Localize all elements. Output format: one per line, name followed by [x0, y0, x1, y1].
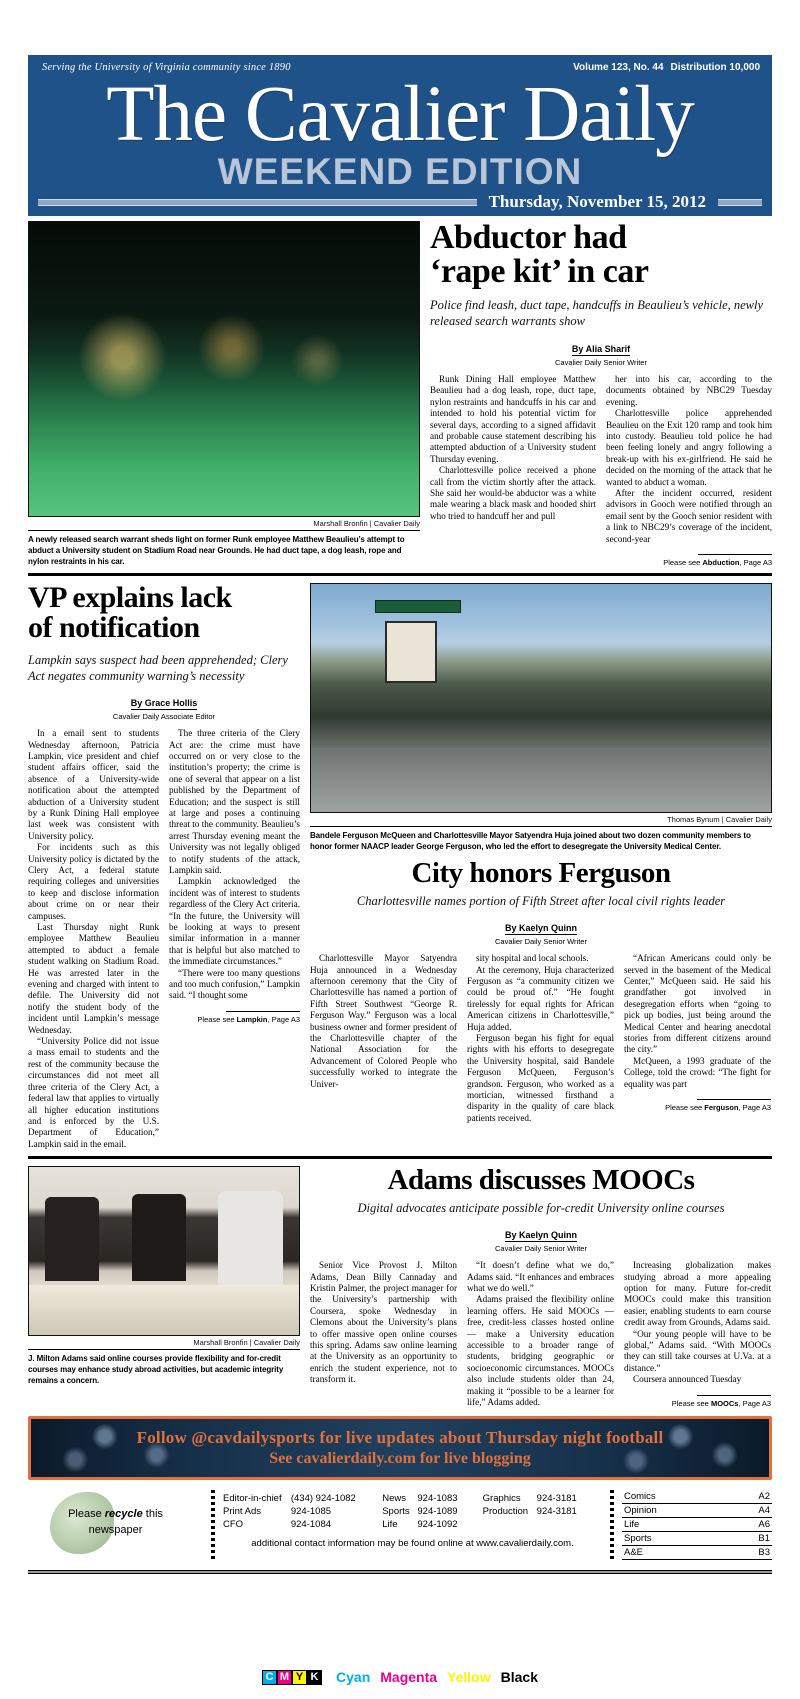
lead-jump-label[interactable]: Abduction [702, 558, 740, 568]
panel-table [29, 1285, 299, 1335]
promo-ad-banner[interactable] [28, 1416, 772, 1480]
lead-headline-line2: ‘rape kit’ in car [430, 253, 649, 290]
lampkin-byline-name: By Grace Hollis [130, 698, 198, 709]
panelist-1 [45, 1197, 99, 1281]
contact-number: 924-1084 [290, 1519, 332, 1531]
jump-rule [226, 1011, 300, 1012]
body-paragraph: Ferguson began his fight for equal rights with his efforts to desegregate the University hospital, said Bandele Ferguson McQueen, Ferguson’s grandson. Ferguson, who worked as a mortician, witnessed firsthand a disparity in the quality of care black patients received. [467, 1032, 614, 1123]
body-paragraph: Charlottesville police received a phone call from the victim shortly after the attack. She said her would-be abductor was a white male wearing a black mask and hooded shirt who tried to handcuff her and pull [430, 465, 596, 521]
jump-rule [697, 1395, 771, 1396]
body-paragraph: “African Americans could only be served in the basement of the Medical Center,” McQueen said. He said his grandfather got involved in desegregation efforts when “going to pick up bodies, just being around the Medical Center and hearing anecdotal stories from different citizens around the city.” [624, 953, 771, 1055]
body-paragraph: “There were too many questions and too much confusion,” Lampkin said. “I thought some [169, 967, 300, 1001]
ferguson-column-2 [467, 953, 614, 1124]
contact-table [223, 1492, 602, 1531]
lead-column-1 [430, 374, 596, 567]
contact-label: Print Ads [223, 1506, 262, 1518]
lead-jump-page: , Page A3 [739, 558, 772, 568]
moocs-story [310, 1166, 772, 1408]
section-three [28, 1166, 772, 1408]
cmyk-word-yellow: Yellow [447, 1669, 491, 1685]
recycle-text [28, 1506, 203, 1538]
contact-label: Graphics [482, 1493, 521, 1505]
ferguson-byline-title: Cavalier Daily Senior Writer [495, 937, 587, 947]
moocs-column-2 [467, 1260, 614, 1408]
lampkin-columns [28, 728, 300, 1150]
moocs-headline: Adams discusses MOOCs [387, 1164, 695, 1197]
lead-byline-title: Cavalier Daily Senior Writer [555, 358, 647, 367]
cmyk-swatch-y: Y [292, 1670, 307, 1685]
body-paragraph: sity hospital and local schools. [476, 953, 589, 964]
footer [28, 1490, 772, 1560]
body-paragraph: “University Police did not issue a mass email to students and the rest of the community because the circumstances did not meet all three criteria of the Clery Act, a federal law that applies to virtually all higher education institutions and is enforced by the U.S. Department of Education,” Lampkin said in the email. [28, 1036, 159, 1149]
cmyk-words [336, 1669, 538, 1685]
lampkin-byline-title: Cavalier Daily Associate Editor [112, 712, 216, 722]
section-divider-1 [28, 573, 772, 576]
index-section-name: Life [622, 1518, 727, 1532]
contact-row [223, 1505, 602, 1518]
masthead-volume: Volume 123, No. 44 [573, 61, 664, 73]
moocs-photo-caption: J. Milton Adams said online courses provide flexibility and for-credit courses may enhance study abroad activities, but academic integrity remains a concern. [28, 1354, 284, 1386]
body-paragraph: Increasing globalization makes studying abroad a more appealing option for many. Future for-credit MOOCs could make this transition easier, enabling students to earn course credit away from Grounds, Adams said. [624, 1260, 771, 1328]
index-row[interactable] [622, 1546, 772, 1560]
moocs-photo-credit: Marshall Bronfin | Cavalier Daily [193, 1338, 300, 1348]
cmyk-registration-strip [0, 1669, 800, 1685]
recycle-post: this [142, 1508, 163, 1521]
ferguson-jump-prefix: Please see [665, 1102, 705, 1112]
lead-column-2-wrap [606, 374, 772, 567]
section-two [28, 583, 772, 1150]
body-paragraph: Senior Vice Provost J. Milton Adams, Dean Billy Cannaday and Kristin Palmer, the project manager for the University’s partnership with Coursera, spoke Wednesday in Clemons about the University’s plans to offer massive open online courses this spring. Adams saw online learning at the University as an opportunity to enrich the student experience, not to transform it. [310, 1260, 457, 1385]
ferguson-column-3 [624, 953, 771, 1090]
lead-photo-caption: A newly released search warrant sheds light on former Runk employee Matthew Beaulieu’s attempt to abduct a University student on Stadium Road near Grounds. He had duct tape, a dog leash, rope and nylon restraints in his car. [28, 535, 405, 566]
body-paragraph: Charlottesville Mayor Satyendra Huja announced in a Wednesday afternoon ceremony that the City of Charlottesville has named a portion of Fifth Street Southwest “George R. Ferguson Way.” Ferguson was a local business owner and former president of the Charlottesville chapter of the National Association for the Advancement of Colored People who successfully worked to integrate the Univer- [310, 953, 457, 1089]
recycle-pre: Please [68, 1508, 105, 1521]
ferguson-jumpline [624, 1095, 771, 1112]
body-paragraph: The three criteria of the Clery Act are: the crime must have occurred on or very close to the institution’s property; the crime is one of several that appear on a list published by the Department of Education; and the suspect is still at large and poses a continuing threat to the community. Beaulieu’s arrest Thursday evening meant the University was not legally obliged to notify students of the attack, Lampkin said. [169, 728, 300, 875]
lampkin-deck: Lampkin says suspect had been apprehended; Clery Act negates community warning’s necessity [28, 653, 288, 684]
panelist-3 [218, 1191, 283, 1285]
index-page-number: A6 [727, 1518, 772, 1532]
body-paragraph: “Our young people will have to be global,” Adams said. “With MOOCs they can still take courses at U.Va. at a distance.” [624, 1328, 771, 1373]
lampkin-jump-label[interactable]: Lampkin [236, 1014, 268, 1024]
ferguson-jump-label[interactable]: Ferguson [704, 1102, 739, 1112]
lead-columns [430, 374, 772, 567]
lead-byline [430, 339, 772, 367]
lampkin-jump-prefix: Please see [197, 1014, 237, 1024]
index-section-name: Comics [622, 1490, 727, 1504]
lead-story-photo [28, 221, 420, 517]
cmyk-swatch-k: K [307, 1670, 322, 1685]
lampkin-jump-page: , Page A3 [267, 1014, 300, 1024]
panelist-2 [132, 1194, 186, 1281]
lead-jumpline [606, 550, 772, 567]
section-divider-2 [28, 1156, 772, 1159]
lampkin-headline-line1: VP explains lack [28, 581, 232, 615]
contact-number: 924-1085 [290, 1506, 332, 1518]
index-section-name: Opinion [622, 1504, 727, 1518]
moocs-deck: Digital advocates anticipate possible for-credit University online courses [357, 1201, 725, 1216]
cmyk-word-magenta: Magenta [380, 1669, 438, 1685]
lampkin-column-1 [28, 728, 159, 1150]
contact-note: additional contact information may be found online at www.cavalierdaily.com. [251, 1538, 574, 1550]
index-page-number: A2 [727, 1490, 772, 1504]
moocs-byline [310, 1225, 772, 1253]
ad-line-1: Follow @cavdailysports for live updates about Thursday night football [136, 1428, 664, 1448]
jump-rule [697, 1099, 771, 1100]
moocs-jump-page: , Page A3 [738, 1398, 771, 1408]
body-paragraph: her into his car, according to the documents obtained by NBC29 Tuesday evening. [606, 374, 772, 407]
moocs-columns [310, 1260, 772, 1408]
body-paragraph: Charlottesville police apprehended Beaulieu on the Exit 120 ramp and took him into custody. Beaulieu told police he had been feeling lonely and angry following a break-up with his ex-girlfriend. He said he decided on the morning of the attack that he wanted to abduct a woman. [606, 408, 772, 487]
ferguson-story [310, 583, 772, 1150]
ferguson-column-3-wrap [624, 953, 771, 1124]
contact-number [537, 1518, 602, 1531]
section-index [622, 1490, 772, 1560]
moocs-byline-name: By Kaelyn Quinn [504, 1230, 577, 1241]
contact-row [223, 1492, 602, 1505]
index-row[interactable] [622, 1532, 772, 1546]
cmyk-swatches [262, 1670, 322, 1685]
lampkin-jumpline [169, 1007, 300, 1024]
lead-headline-line1: Abductor had [430, 219, 627, 256]
body-paragraph: At the ceremony, Huja characterized Ferguson as “a community citizen we could be proud of.” “He fought tirelessly for equal rights for African American citizens in Charlottesville,” Huja added. [467, 964, 614, 1032]
caption-rule [310, 826, 772, 827]
moocs-jump-prefix: Please see [671, 1398, 711, 1408]
dotted-divider-right [610, 1490, 614, 1560]
moocs-jumpline [624, 1391, 771, 1408]
index-section-name: Sports [622, 1532, 727, 1546]
ferguson-photo-credit: Thomas Bynum | Cavalier Daily [667, 815, 772, 825]
index-row[interactable] [622, 1518, 772, 1532]
moocs-byline-title: Cavalier Daily Senior Writer [495, 1244, 587, 1254]
masthead [28, 55, 772, 216]
lead-photo-block [28, 221, 420, 567]
body-paragraph: For incidents such as this University policy is dictated by the Clery Act, a federal statute requiring colleges and universities to keep and disclose information about crime on or near their campuses. [28, 842, 159, 921]
ferguson-headline: City honors Ferguson [411, 857, 671, 890]
contact-info [223, 1490, 602, 1549]
contact-number: 924-1092 [417, 1519, 458, 1531]
ferguson-photo [310, 583, 772, 813]
do-not-block-sign [385, 621, 437, 683]
newspaper-page [28, 55, 772, 1574]
index-table [622, 1490, 772, 1560]
ferguson-column-1 [310, 953, 457, 1124]
masthead-date-row [28, 192, 772, 212]
lead-deck: Police find leash, duct tape, handcuffs in Beaulieu’s vehicle, newly released search warrants show [430, 298, 764, 328]
index-row[interactable] [622, 1490, 772, 1504]
road-surface [311, 748, 771, 812]
lampkin-column-2 [169, 728, 300, 1002]
index-row[interactable] [622, 1504, 772, 1518]
footer-rule [28, 1570, 772, 1574]
lead-story [28, 221, 772, 567]
lampkin-byline [28, 693, 300, 721]
dotted-divider-left [211, 1490, 215, 1560]
lampkin-column-2-wrap [169, 728, 300, 1150]
street-sign-green [375, 600, 461, 613]
contact-number: (434) 924-1082 [290, 1493, 356, 1505]
weekend-edition-label: WEEKEND EDITION [217, 151, 583, 192]
moocs-column-1 [310, 1260, 457, 1408]
ferguson-byline-name: By Kaelyn Quinn [504, 923, 577, 934]
ferguson-jump-page: , Page A3 [738, 1102, 771, 1112]
ferguson-deck: Charlottesville names portion of Fifth Street after local civil rights leader [356, 894, 726, 909]
lead-photo-credit: Marshall Bronfin | Cavalier Daily [313, 519, 420, 528]
contact-number: 924-1089 [417, 1506, 458, 1518]
moocs-column-3-wrap [624, 1260, 771, 1408]
caption-rule [28, 1349, 300, 1350]
lead-text-block [430, 221, 772, 567]
moocs-photo-block [28, 1166, 300, 1408]
moocs-photo [28, 1166, 300, 1336]
lead-jump-prefix: Please see [663, 558, 703, 568]
index-page-number: B3 [727, 1546, 772, 1560]
cmyk-word-cyan: Cyan [336, 1669, 371, 1685]
caption-rule [28, 530, 420, 531]
moocs-jump-label[interactable]: MOOCs [710, 1398, 739, 1408]
date-rule-right [718, 199, 762, 206]
body-paragraph: Adams praised the flexibility online learning offers. He said MOOCs — free, credit-less classes hosted online — make a University education accessible to a broader range of students, bridging geographic or socioeconomic circumstances. MOOCs also include students older than 24, making it “possible to be a learner for life,” Adams added. [467, 1294, 614, 1407]
ferguson-photo-caption: Bandele Ferguson McQueen and Charlottesville Mayor Satyendra Huja joined about two dozen community members to honor former NAACP leader George Ferguson, who led the effort to desegregate the University Medical Center. [310, 831, 751, 852]
index-section-name: A&E [622, 1546, 727, 1560]
cmyk-swatch-m: M [277, 1670, 292, 1685]
moocs-column-3 [624, 1260, 771, 1385]
body-paragraph: Runk Dining Hall employee Matthew Beaulieu had a dog leash, rope, duct tape, nylon restraints and handcuffs in his car and intended to hold his potential victim for several days, according to a signed affidavit and probable cause statement describing his attempted abduction of a University student Thursday evening. [430, 374, 596, 464]
contact-label: Sports [382, 1506, 410, 1518]
contact-row [223, 1518, 602, 1531]
cmyk-word-black: Black [500, 1669, 538, 1685]
body-paragraph: Lampkin acknowledged the incident was of interest to students regardless of the Clery Act criteria. “In the future, the University will be looking at ways to present similar information in a manner that is helpful but also matched to the immediate circumstances.” [169, 876, 300, 967]
masthead-tagline: Serving the University of Virginia community since 1890 [42, 61, 291, 73]
body-paragraph: McQueen, a 1993 graduate of the College, told the crowd: “The fight for equality was part [624, 1055, 771, 1089]
ferguson-columns [310, 953, 772, 1124]
recycle-notice [28, 1490, 203, 1538]
jump-rule [698, 554, 772, 555]
ad-line-2: See cavalierdaily.com for live blogging [269, 1450, 531, 1468]
contact-label: News [382, 1493, 406, 1505]
date-rule-left [38, 199, 477, 206]
issue-date: Thursday, November 15, 2012 [488, 192, 706, 211]
body-paragraph: In a email sent to students Wednesday afternoon, Patricia Lampkin, vice president and chief student affairs officer, said the absence of a University-wide notification about the attempted abduction of a University student by a Runk Dining Hall employee last week was consistent with University policy. [28, 728, 159, 841]
body-paragraph: Last Thursday night Runk employee Matthew Beaulieu attempted to abduct a female student walking on Stadium Road. He was arrested later in the evening and charged with intent to defile. The University did not notify the student body of the incident until Lampkin’s message Wednesday. [28, 922, 159, 1035]
lampkin-story [28, 583, 300, 1150]
recycle-line2: newspaper [88, 1524, 143, 1537]
index-page-number: B1 [727, 1532, 772, 1546]
contact-table-body [223, 1492, 602, 1531]
contact-label: Editor-in-chief [223, 1493, 282, 1505]
ferguson-byline [310, 918, 772, 946]
masthead-distribution: Distribution 10,000 [670, 61, 760, 73]
cmyk-swatch-c: C [262, 1670, 277, 1685]
recycle-emphasis: recycle [104, 1508, 143, 1521]
contact-label: Production [482, 1506, 529, 1518]
contact-label: Life [382, 1519, 398, 1531]
newspaper-title: The Cavalier Daily [106, 71, 694, 158]
lead-column-2 [606, 374, 772, 545]
index-table-body [622, 1490, 772, 1560]
contact-number: 924-1083 [417, 1493, 458, 1505]
contact-label [483, 1518, 537, 1531]
lampkin-headline-line2: of notification [28, 611, 200, 645]
body-paragraph: After the incident occurred, resident advisors in Gooch were notified through an email sent by the Gooch senior resident with a link to NBC29’s coverage of the incident, second-year [606, 488, 772, 544]
contact-number: 924-3181 [536, 1493, 577, 1505]
contact-label: CFO [223, 1519, 244, 1531]
body-paragraph: “It doesn’t define what we do,” Adams said. “It enhances and embraces what we do well.” [467, 1260, 614, 1293]
contact-number: 924-3181 [536, 1506, 577, 1518]
body-paragraph: Coursera announced Tuesday [633, 1374, 742, 1385]
lead-byline-name: By Alia Sharif [571, 344, 631, 354]
index-page-number: A4 [727, 1504, 772, 1518]
